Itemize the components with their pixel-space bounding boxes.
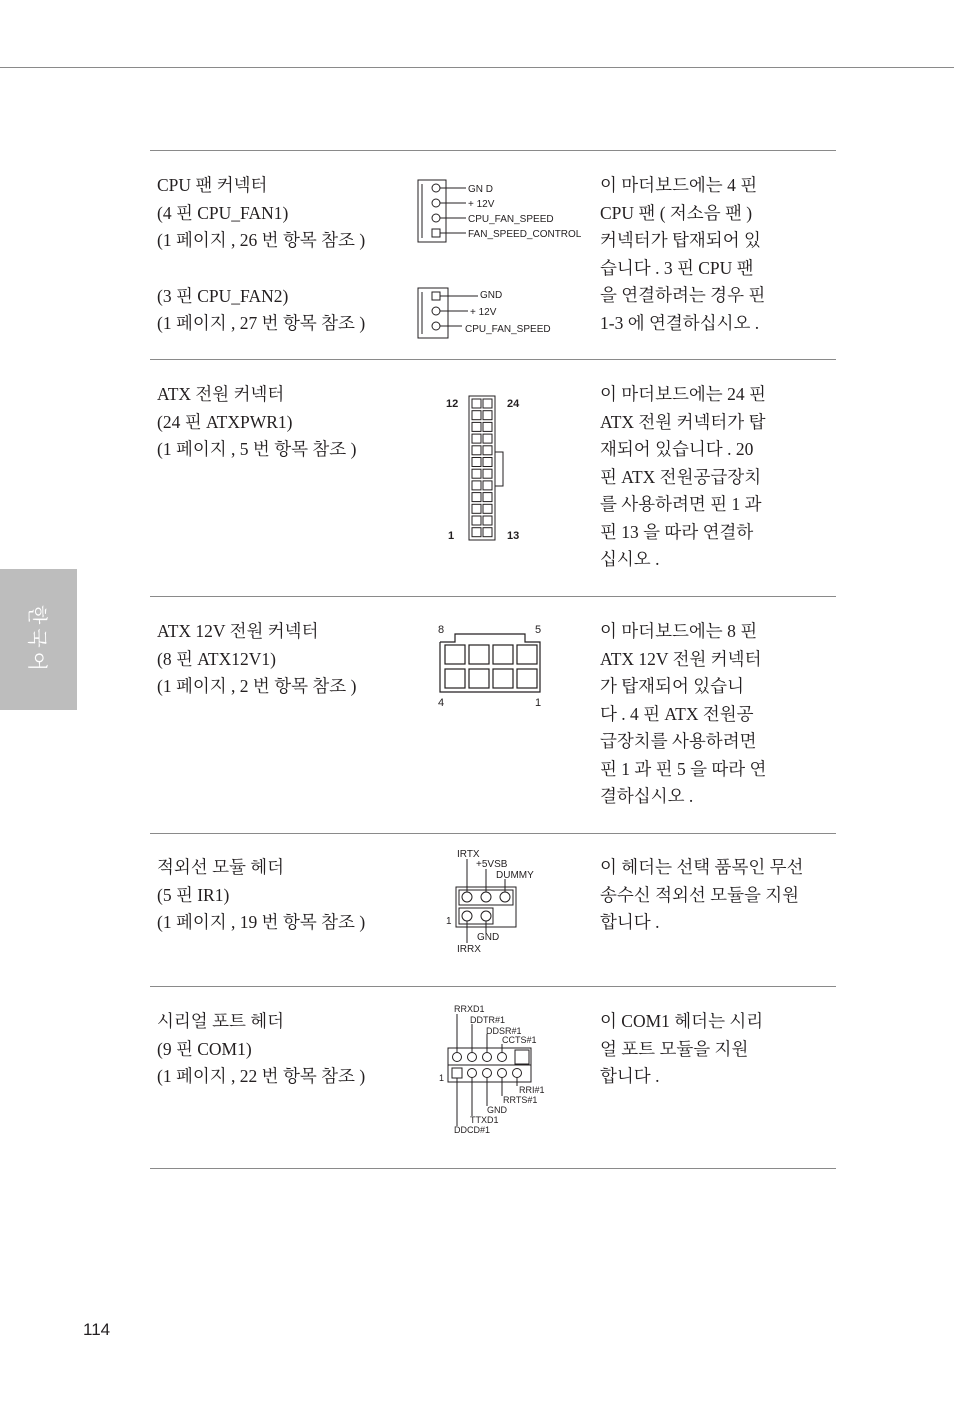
section-divider — [150, 150, 836, 151]
description-line: 재되어 있습니다 . 20 — [600, 439, 754, 459]
pin-label-bottom-right: 13 — [507, 530, 520, 542]
atx24-pin — [472, 446, 481, 455]
description-line: 다 . 4 핀 ATX 전원공 — [600, 703, 754, 724]
ir-pin-label: +5VSB — [476, 859, 508, 870]
description-line: 핀 13 을 따라 연결하 — [600, 521, 754, 542]
atx24-pin — [472, 399, 481, 408]
atx24-pin — [483, 528, 492, 537]
atx12v-reference: (1 페이지 , 2 번 항목 참조 ) — [157, 676, 357, 696]
description-line: 핀 ATX 전원공급장치 — [600, 466, 762, 487]
com-header-title: 시리얼 포트 헤더 — [157, 1011, 285, 1031]
com-pin-label: RRI#1 — [519, 1085, 545, 1095]
atx24-pin — [472, 469, 481, 478]
description-line: CPU 팬 ( 저소음 팬 ) — [600, 202, 753, 223]
atx12v-pins: (8 핀 ATX12V1) — [157, 648, 276, 669]
fan4-pin-label: FAN_SPEED_CONTROL — [468, 229, 582, 240]
atx24-pin — [483, 516, 492, 525]
section-divider — [150, 596, 836, 597]
com-pin-label: TTXD1 — [470, 1115, 499, 1125]
ir-header-title-block — [157, 854, 417, 937]
pin-label-top-right: 24 — [507, 398, 520, 410]
atx24-pin — [483, 458, 492, 467]
ir-pin-label: DUMMY — [496, 870, 534, 881]
cpu-fan-title-block — [157, 172, 417, 338]
section-divider — [150, 833, 836, 834]
atx24-pin — [472, 504, 481, 513]
cpu-fan-connector-diagram — [410, 172, 595, 342]
description-line: 이 헤더는 선택 품목인 무선 — [600, 857, 804, 877]
ir-header-reference: (1 페이지 , 19 번 항목 참조 ) — [157, 912, 366, 932]
fan3-pin-label: CPU_FAN_SPEED — [465, 324, 551, 335]
atx24-pin — [472, 493, 481, 502]
fan3-pin-label: + 12V — [470, 307, 497, 318]
description-line: ATX 12V 전원 커넥터 — [600, 648, 762, 669]
ir-header-title: 적외선 모듈 헤더 — [157, 857, 285, 877]
description-line: 십시오 . — [600, 549, 660, 569]
ir-pin-label: IRTX — [457, 849, 480, 860]
fan4-pin-label: GN D — [468, 184, 493, 195]
atx24-pin — [483, 411, 492, 420]
atx-power-pins: (24 핀 ATXPWR1) — [157, 411, 293, 432]
atx24-pin — [472, 411, 481, 420]
com-pin-label: GND — [487, 1105, 507, 1115]
atx-power-title: ATX 전원 커넥터 — [157, 384, 285, 404]
atx24-pin — [483, 481, 492, 490]
atx24-pin — [483, 469, 492, 478]
language-side-tab — [0, 569, 77, 710]
pin-label-top-right: 5 — [535, 624, 542, 636]
ir-pin-label: GND — [477, 932, 500, 943]
description-line: 이 마더보드에는 8 핀 — [600, 621, 758, 641]
atx24-pin — [483, 434, 492, 443]
description-line: 을 연결하려는 경우 핀 — [600, 285, 766, 305]
description-line: 합니다 . — [600, 912, 660, 932]
description-line: 얼 포트 모듈을 지원 — [600, 1038, 749, 1059]
description-line: 를 사용하려면 핀 1 과 — [600, 494, 762, 514]
section-divider — [150, 986, 836, 987]
pin-label-top-left: 8 — [438, 624, 445, 636]
com-header-reference: (1 페이지 , 22 번 항목 참조 ) — [157, 1066, 366, 1086]
ir-header-description — [600, 854, 830, 937]
ir-pin-label: IRRX — [457, 944, 481, 955]
atx24-pin — [483, 446, 492, 455]
com-header-description — [600, 1008, 830, 1091]
atx24-pin — [472, 528, 481, 537]
fan3-pin-label: GND — [480, 290, 503, 301]
atx12v-title-block — [157, 618, 417, 701]
top-rule — [0, 67, 954, 68]
atx24-pin — [483, 504, 492, 513]
description-line: 커넥터가 탑재되어 있 — [600, 230, 761, 250]
ir-header-diagram — [440, 845, 560, 960]
cpu-fan-title: CPU 팬 커넥터 — [157, 175, 268, 195]
description-line: 습니다 . 3 핀 CPU 팬 — [600, 257, 754, 278]
description-line: 합니다 . — [600, 1066, 660, 1086]
atx-8pin-connector-diagram — [430, 620, 550, 712]
description-line: 결하십시오 . — [600, 786, 694, 806]
pin-label-top-left: 12 — [446, 398, 459, 410]
com-header-pins: (9 핀 COM1) — [157, 1038, 252, 1059]
page-number: 114 — [83, 1320, 111, 1339]
atx-24pin-connector-diagram — [440, 390, 540, 550]
description-line: 이 마더보드에는 24 핀 — [600, 384, 766, 404]
description-line: 가 탑재되어 있습니 — [600, 676, 744, 696]
com-header-title-block — [157, 1008, 417, 1091]
description-line: 급장치를 사용하려면 — [600, 731, 757, 751]
description-line: 이 마더보드에는 4 핀 — [600, 175, 758, 195]
pin-label-bottom-right: 1 — [535, 697, 542, 709]
com-pin-label: DDTR#1 — [470, 1015, 506, 1025]
com-pin-label: DDCD#1 — [454, 1125, 491, 1135]
com-pin-label: DDSR#1 — [486, 1026, 522, 1036]
description-line: 송수신 적외선 모듈을 지원 — [600, 884, 800, 905]
atx24-pin — [472, 481, 481, 490]
com-pin-label: CCTS#1 — [502, 1035, 537, 1045]
ir-header-pins: (5 핀 IR1) — [157, 884, 230, 905]
cpu-fan1-reference: (1 페이지 , 26 번 항목 참조 ) — [157, 230, 366, 250]
fan4-pin-label: + 12V — [468, 199, 495, 210]
atx12v-title: ATX 12V 전원 커넥터 — [157, 621, 319, 641]
atx24-pin — [483, 422, 492, 431]
com-header-diagram — [436, 1000, 556, 1140]
atx24-pin — [483, 493, 492, 502]
atx-power-title-block — [157, 381, 417, 464]
atx-power-description — [600, 381, 830, 574]
section-divider — [150, 1168, 836, 1169]
com-pin-label: RRXD1 — [454, 1004, 485, 1014]
language-side-tab-label: 한국어 — [25, 604, 49, 675]
cpu-fan-description — [600, 172, 830, 337]
com-pin-label: RRTS#1 — [503, 1095, 538, 1105]
description-line: 이 COM1 헤더는 시리 — [600, 1011, 764, 1031]
pin-label-bottom-left: 4 — [438, 697, 445, 709]
atx24-pin — [472, 516, 481, 525]
atx24-pin — [472, 422, 481, 431]
atx24-pin — [472, 434, 481, 443]
cpu-fan1-pins: (4 핀 CPU_FAN1) — [157, 202, 289, 223]
atx12v-description — [600, 618, 830, 811]
description-line: ATX 전원 커넥터가 탑 — [600, 411, 766, 432]
atx24-pin — [472, 458, 481, 467]
atx24-pin — [483, 399, 492, 408]
com-pin1-label: 1 — [439, 1073, 445, 1083]
fan4-pin-label: CPU_FAN_SPEED — [468, 214, 554, 225]
pin-label-bottom-left: 1 — [448, 530, 455, 542]
ir-pin1-label: 1 — [446, 916, 452, 927]
description-line: 1-3 에 연결하십시오 . — [600, 312, 760, 333]
description-line: 핀 1 과 핀 5 을 따라 연 — [600, 758, 767, 779]
cpu-fan2-pins: (3 핀 CPU_FAN2) — [157, 285, 289, 306]
atx-power-reference: (1 페이지 , 5 번 항목 참조 ) — [157, 439, 357, 459]
cpu-fan2-reference: (1 페이지 , 27 번 항목 참조 ) — [157, 313, 366, 333]
section-divider — [150, 359, 836, 360]
